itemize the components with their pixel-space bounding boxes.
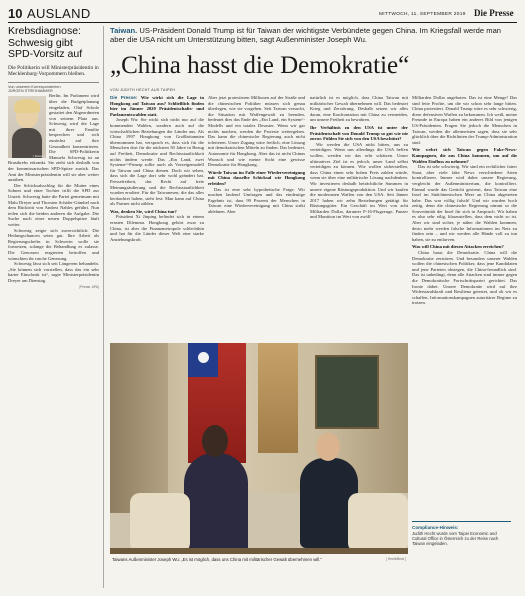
interview-question: Was, denken Sie, wird China tun? bbox=[110, 208, 177, 214]
photo-caption-bar bbox=[110, 554, 408, 568]
interview-lead-label: Die Presse: bbox=[110, 95, 138, 100]
sidebar-story bbox=[8, 26, 99, 586]
section-label: AUSLAND bbox=[27, 6, 91, 21]
sidebar-paragraph: Der Schicksalsschlag für die Mutter eines Sohnes und einer Tochter trifft die SPD zur Unzeit. Schwesig hatte die Partei gemeinsam mit Malu Dreyer und Thorsten Schäfer-Gümbel nach dem Rücktritt von Andrea Nahles geführt. Nun teilen sich die beiden anderen die Aufgabe. Die Suche nach einer neuen Doppelspitze läuft weiter. bbox=[8, 182, 99, 227]
photo-credit: [ Hecht/Beck ] bbox=[386, 557, 406, 561]
page-number: 10 bbox=[8, 6, 23, 21]
article-kicker: Taiwan. bbox=[110, 26, 138, 35]
article-column-4 bbox=[412, 95, 517, 517]
answer-paragraph: Joseph Wu: Sie wirkt sich nicht nur auf die kommenden Wahlen, sondern auch auf die wirtschaftlichen Beziehungen der Länder aus. Als China 1997 Hongkong von Großbritannien übernommen hat, versprach es, dass sich für die Menschen dort für die nächsten 50 Jahre in Bezug auf Freiheit, Demokratie und Rechtsstaatlichkeit nichts ändern werde. Das „Ein Land, zwei Systeme“-Prinzip sollte auch als Vorzeigemodell für Taiwan und China dienen. Doch wir sehen, dass sich die Lage dort sehr wohl geändert hat. Pressefreiheit, das Recht auf freie Meinungsäußerung und die Rechtsstaatlichkeit wurden erodiert. Für die Taiwanesen, die das alles beobachtet haben, steht fest: Man kann auf China als Partner nicht zählen. bbox=[110, 117, 204, 207]
sidebar-byline bbox=[8, 82, 99, 93]
article-column-3 bbox=[310, 95, 408, 340]
answer-paragraph: China hasst die Demokratie. China will die Demokratie zerstören. Und besonders unserer Wahlen wollen die chinesischen Politiker, dass jene Kandidaten und jene Parteien obsiegen, die China-freundlich sind. Das ist unbedingt, denn alle Attacken sind immer gegen die Demokratische Fortschrittspartei gerichtet. Das Ironie dabei: Unsere Demokratie wird auf ihre Widerstandskraft und Resilienz getestet, und ob wir es schaffen, Informationskampagnen autoritärer Regime zu trotzen. bbox=[412, 250, 517, 306]
answer-paragraph: Milliarden Dollar angeboten. Das ist eine Menge! Das sind fette Profite, um die wir schon sehr lange bitten. China protestiert. Donald Trump wäre es sehr schwierig, diese defensiven Waffen zu bekommen. Ich weiß, meine Freunde in Europa haben ein anderes Bild von jenigen US-Präsidenten. Fragen Sie jedoch die Menschen in Taiwan, werden die allermeisten sagen, dass sie sehr glücklich über die Richtlinien der Trump-Administration sind. bbox=[412, 95, 517, 145]
sidebar-paragraph: Berlin. Im Parlament wird über die Budgetplanung eingeladen, Olaf Scholz gestattet den Abgeordneten von seinem Platz aus. Schwesig wird die Lage mit ihrer Familie besprechen und sich zunächst auf ihre Gesundheit konzentrieren. Die SPD-Politikerin Manuela Schwesig ist an Brustkrebs erkrankt. Sie zieht sich deshalb von der kommissarischen SPD-Spitze zurück. Das Amt der Ministerpräsidentin will sie aber weiter ausüben. bbox=[8, 93, 100, 183]
sidebar-byline-from: Von unserem Korrespondenten bbox=[8, 85, 61, 90]
interview-question: Wie wehrt sich Taiwan gegen Fake-News-Kampagnen, die aus China kommen, um auf die Wahlen Einfluss zu nehmen? bbox=[412, 147, 517, 164]
issue-date: MITTWOCH, 11. SEPTEMBER 2019 bbox=[379, 12, 466, 17]
sidebar-agency: (Presse, APA) bbox=[79, 284, 99, 289]
answer-paragraph: Das ist eine sehr hypothetische Frage. Wir machen laufend Umfragen und das eindeutige Ergebnis ist, dass 99 Prozent der Menschen in Taiwan eine Wiedervereinigung mit China strikt ablehnen. Aber bbox=[208, 186, 305, 214]
answer-paragraph: Aber jetzt protestieren Millionen auf der Straße und die chinesischen Politiker müssen sich genau überlegen, wie sie vorgehen. Seit Taiwan versucht, die Situation mit Waffengewalt zu beenden, bedeutet dies das Ende des „Ein Land, ein System“-Modells und ein totales Desaster. Wenn wir gar nichts machen, werden die Proteste weitergehen. Das kann die chinesische Regierung auch nicht tolerieren. Unser Zugang wäre freilich, eine Lösung mit demokratischen Mitteln zu finden. Das bedeutet, Autonomie für Hongkong. Aber das ist nicht Chinas Wunsch und wie meine Sicht eine gewisse Demokratie für Hongkong. bbox=[208, 95, 305, 168]
sidebar-paragraph: Schwesig lässt sich seit Längerem behandeln. „Sie können sich vorstellen, dass das ein sehr harter Einschnitt ist“, sagte Ministerpräsidentin Dreyer am Dienstag. bbox=[8, 261, 99, 283]
newspaper-name: Die Presse bbox=[474, 8, 514, 18]
answer-paragraph: natürlich ist es möglich, dass China Taiwan mit militärischer Gewalt übernehmen will. Das bedeutet Krieg und Zerstörung. Deshalb setzen wir alles daran, eine Konfrontation mit China zu vermeiden, um unsere Freiheit zu bewahren. bbox=[310, 95, 408, 123]
article-column-2 bbox=[208, 95, 305, 340]
sidebar-headline: Krebsdiagnose: Schwesig gibt SPD-Vorsitz auf bbox=[8, 25, 83, 60]
portrait-credit: [ Reuters ] bbox=[33, 155, 45, 159]
article-deck bbox=[110, 26, 517, 44]
answer-paragraph: Wir werden die USA nicht bitten, uns zu verteidigen. Wenn uns allerdings die USA helfen wollen, werden wir das sehr schätzen. Unser ultimatives Ziel ist es jedoch, unser Land selbst verteidigen zu können. Wie wollen sicherstellen, dass China einen sehr hohen Preis zahlen würde, wenn sie über eine militärische Lösung nachdenken. Wir investieren deshalb beträchtliche Summen in unsere eigene Rüstungsproduktion. Und wir kaufen die modernsten Waffen von den USA. Seit Jänner 2017 haben wir zehn Beziehungen getätigt für Rüstungsgüter. Ein Geschäft im Wert von acht Milliarden Dollar, darunter F-16-Flugzeuge, Panzer und Munition im Wert von zwölf bbox=[310, 141, 408, 220]
article-column-1 bbox=[110, 95, 204, 340]
interview-question: Würde Taiwan im Falle einer Wiedervereinigung mit China dasselbe Schicksal wie Hongkong erleiden? bbox=[208, 169, 305, 186]
interview-question: Ihr Verhältnis zu den USA ist unter der Präsidentschaft von Donald Trump so gut wie nie zuvor. Fühlen Sie sich von den USA beschützt? bbox=[310, 124, 408, 142]
schwesig-portrait bbox=[8, 96, 46, 158]
header-rule bbox=[8, 22, 517, 23]
article-headline: „China hasst die Demokratie“ bbox=[110, 52, 410, 79]
sidebar-byline-name: JÜRGEN STREIHAMMER bbox=[8, 89, 53, 94]
compliance-box bbox=[412, 521, 511, 567]
compliance-text: Judith Hecht wurde vom Taipei Economic and Cultural Office in Österreich zu der Reise nach Taiwan eingeladen. bbox=[412, 531, 499, 547]
interview-question: Was will China mit diesen Attacken erreichen? bbox=[412, 244, 504, 250]
sidebar-subhead: Die Politikerin will Ministerpräsidentin in Mecklenburg-Vorpommern bleiben. bbox=[8, 64, 99, 77]
interview-lead-question: Wie wirkt sich die Lage in Hongkong auf Taiwan aus? Schließlich finden hier im Jänner 2020 Präsidentschafts- und Parlamentswahlen statt. bbox=[110, 95, 204, 117]
photo-caption: Taiwans Außenminister Joseph Wu: „Es ist möglich, dass uns China mit militärischer Gewalt übernehmen will.“ bbox=[112, 557, 322, 562]
sidebar-paragraph: Schwesig zeigte sich zuversichtlich: Die Heilungschancen seien gut. Ihre Arbeit als Regierungschefin in Schwerin wolle sie fortsetzen, solange die Behandlung es zulasse. Die Genossen reagierten betroffen und wünschten ihr rasche Genesung. bbox=[8, 227, 99, 261]
page-header bbox=[8, 4, 517, 22]
article-byline: VON JUDITH HECHT AUS TAIPEH bbox=[110, 88, 176, 92]
answer-paragraph: Das ist sehr schwierig. Wir sind ein rechtlicher fairer Staat, aber viele fake News verschiedene Arten kontrollieren. Immer wird daher unsere Regierung, vergleicht der Außenministerium, die kontrolliert. Einmal wurde das Gerücht gestreut, dass Taiwan eine Insel im Südchinesischen Meer an China abgetreten habe. Das war völlig falsch! Und wir wurden hoch zeitig, denn die chinesische Regierung nimmt so die Souveränität der Insel für sich in Anspruch. Wir haben es also sehr eilig, klarzustellen, dass dem nicht so ist. Aber wir sind sicher, je näher die Wahlen kommen, desto mehr werden falsche Informationen im Netz zu finden sein – und wir werden alle Hände voll zu tun haben, sie zu entlarven. bbox=[412, 164, 517, 242]
article-deck-text: US-Präsident Donald Trump ist für Taiwan der wichtigste Verbündete gegen China. Im Kriegsfall werde man aber die USA nicht um Unterstützung bitten, sagt Außenminister Joseph Wu. bbox=[110, 26, 502, 45]
answer-paragraph: Präsident Xi Jinping befindet sich in einem ernsten Dilemma. Hongkong gehört zwar zu China, ist aber die Finanzmetropole schlechthin und hat für die Länder dieser Welt eine starke Anziehungskraft. bbox=[110, 214, 204, 242]
interview-photo bbox=[110, 343, 408, 568]
compliance-title: Compliance-Hinweis: bbox=[412, 525, 459, 530]
sidebar-divider bbox=[103, 26, 104, 588]
